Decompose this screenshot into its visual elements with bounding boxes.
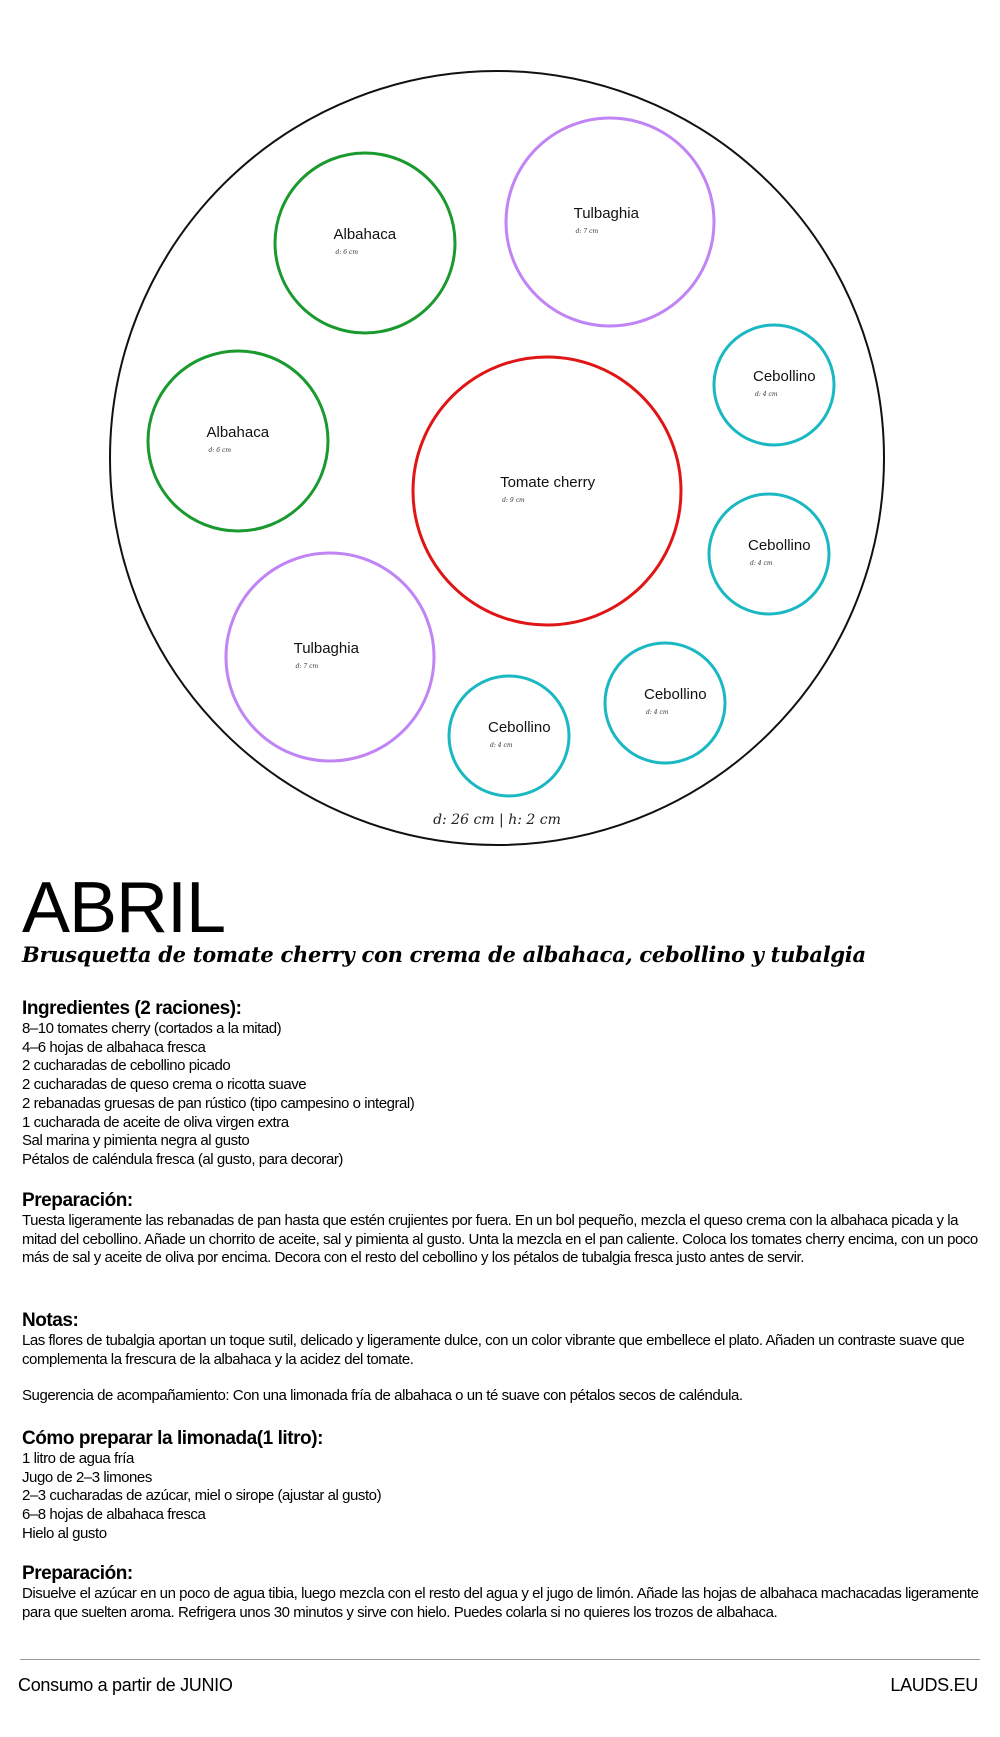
list-item: 2 cucharadas de queso crema o ricotta suave (22, 1076, 307, 1094)
plant-name: Tulbaghia (293, 640, 359, 657)
lemonade-list (22, 1450, 982, 1544)
ingredients-section (22, 998, 982, 1170)
lemonade-preparation-section (22, 1563, 982, 1622)
preparation-section (22, 1190, 982, 1268)
plant-name: Cebollino (488, 719, 551, 736)
notes-suggestion: Sugerencia de acompañamiento: Con una limonada fría de albahaca o un té suave con pétalos secos de caléndula. (22, 1387, 743, 1405)
preparation-heading: Preparación: (22, 1190, 133, 1211)
plant-circle (605, 643, 725, 763)
plant-cebollino (709, 494, 829, 614)
plant-size: d: 6 cm (208, 447, 232, 454)
plant-size: d: 4 cm (750, 560, 773, 567)
plant-circle (709, 494, 829, 614)
lemonade-heading: Cómo preparar la limonada(1 litro): (22, 1428, 323, 1449)
footer-consumption: Consumo a partir de JUNIO (18, 1675, 233, 1695)
plant-size: d: 7 cm (575, 228, 599, 235)
lemonade-section (22, 1428, 982, 1544)
list-item: 1 litro de agua fría (22, 1450, 134, 1467)
plant-circle (714, 325, 834, 445)
list-item: Jugo de 2–3 limones (22, 1468, 152, 1486)
list-item: 8–10 tomates cherry (cortados a la mitad) (22, 1020, 282, 1037)
plant-size: d: 4 cm (490, 742, 513, 749)
plant-size: d: 7 cm (295, 663, 319, 670)
page-title: ABRIL (22, 868, 226, 948)
plant-circle (413, 357, 681, 625)
plant-name: Tomate cherry (500, 474, 596, 491)
list-item: 6–8 hojas de albahaca fresca (22, 1506, 206, 1524)
preparation-text: Tuesta ligeramente las rebanadas de pan hasta que estén crujientes por fuera. En un bol pequeño, mezcla el queso crema con la albahaca picada y la mitad del cebollino. Añade un chorrito de aceite, sal y pimienta al gusto. Unta la mezcla en el pan caliente. Coloca los tomates cherry encima, con un poco más de sal y aceite de oliva por encima. Decora con el resto del cebollino y los pétalos de tubalgia fresca justo antes de servir. (22, 1212, 978, 1267)
list-item: 2–3 cucharadas de azúcar, miel o sirope (ajustar al gusto) (22, 1487, 382, 1505)
lemonade-preparation-heading: Preparación: (22, 1563, 133, 1584)
ingredients-list (22, 1020, 982, 1170)
ingredients-heading: Ingredientes (2 raciones): (22, 998, 242, 1019)
plant-circle (226, 553, 434, 761)
plant-circle (449, 676, 569, 796)
notes-section (22, 1310, 982, 1406)
plant-size: d: 6 cm (335, 249, 359, 256)
plant-name: Albahaca (206, 424, 270, 441)
plants-group (148, 118, 834, 796)
plant-cebollino (449, 676, 569, 796)
plant-tomate (413, 357, 681, 625)
plant-name: Cebollino (753, 368, 816, 385)
plate-diagram (0, 0, 1000, 860)
list-item: 2 rebanadas gruesas de pan rústico (tipo campesino o integral) (22, 1094, 415, 1112)
plant-name: Cebollino (748, 537, 811, 554)
list-item: 2 cucharadas de cebollino picado (22, 1057, 231, 1075)
plant-size: d: 9 cm (502, 497, 525, 504)
list-item: 1 cucharada de aceite de oliva virgen extra (22, 1113, 289, 1131)
plant-name: Albahaca (333, 226, 397, 243)
plant-size: d: 4 cm (755, 391, 778, 398)
notes-text: Las flores de tubalgia aportan un toque sutil, delicado y ligeramente dulce, con un color vibrante que embellece el plato. Añaden un contraste suave que complementa la frescura de la albahaca y la acidez del tomate. (22, 1332, 965, 1368)
footer-brand: LAUDS.EU (890, 1675, 978, 1695)
list-item: 4–6 hojas de albahaca fresca (22, 1038, 206, 1056)
plant-circle (275, 153, 455, 333)
list-item: Pétalos de caléndula fresca (al gusto, para decorar) (22, 1150, 343, 1168)
notes-heading: Notas: (22, 1310, 79, 1331)
plant-cebollino (714, 325, 834, 445)
plant-albahaca (275, 153, 455, 333)
plate-dimensions: d: 26 cm | h: 2 cm (433, 812, 561, 828)
plant-albahaca (148, 351, 328, 531)
plant-tulbaghia (226, 553, 434, 761)
lemonade-preparation-text: Disuelve el azúcar en un poco de agua tibia, luego mezcla con el resto del agua y el jugo de limón. Añade las hojas de albahaca machacadas ligeramente para que suelten aroma. Refrigera unos 30 minutos y sirve con hielo. Puedes colarla si no quieres los trozos de albahaca. (22, 1585, 979, 1621)
plant-cebollino (605, 643, 725, 763)
plant-circle (506, 118, 714, 326)
plant-tulbaghia (506, 118, 714, 326)
plant-name: Tulbaghia (573, 205, 639, 222)
plant-name: Cebollino (644, 686, 707, 703)
plant-circle (148, 351, 328, 531)
list-item: Hielo al gusto (22, 1524, 107, 1542)
footer-divider (20, 1659, 980, 1660)
plant-size: d: 4 cm (646, 709, 669, 716)
recipe-subtitle: Brusquetta de tomate cherry con crema de albahaca, cebollino y tubalgia (22, 942, 866, 967)
list-item: Sal marina y pimienta negra al gusto (22, 1132, 250, 1150)
